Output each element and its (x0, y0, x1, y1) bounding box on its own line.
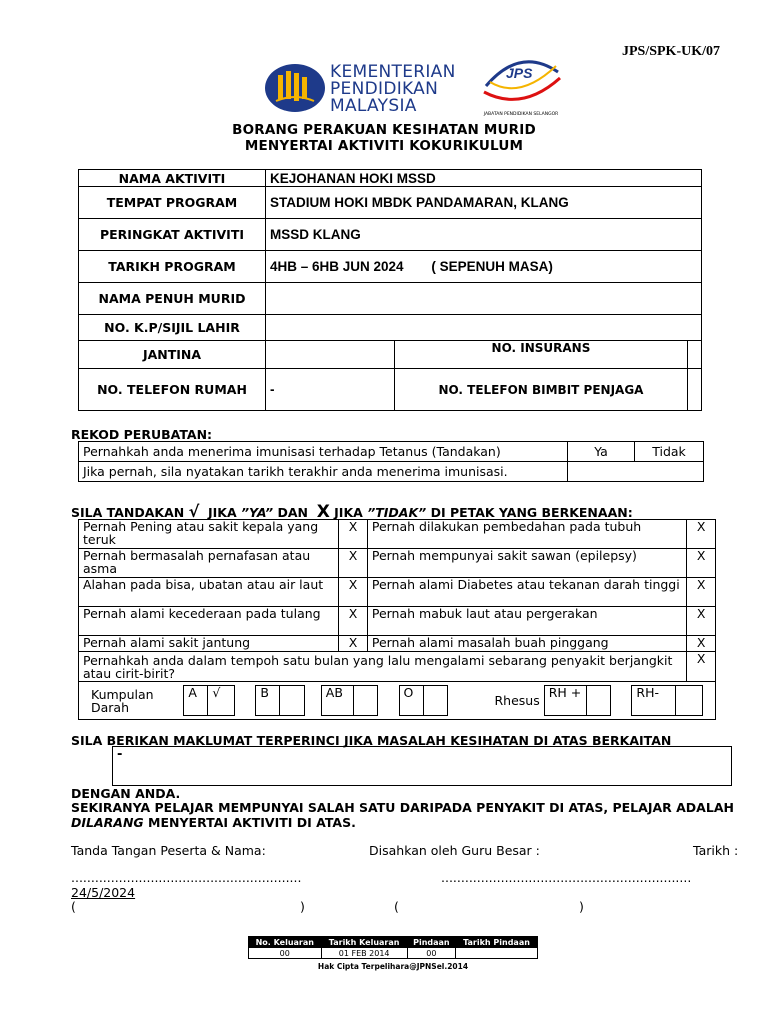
rev-head-tarikh-keluaran: Tarikh Keluaran (321, 937, 407, 948)
signature-date: 24/5/2024 (71, 885, 136, 900)
value-no-insurans[interactable] (687, 341, 701, 369)
blood-spacer (234, 686, 255, 716)
illness-right-text: Pernah alami masalah buah pinggang (367, 636, 687, 652)
label-nama-aktiviti: NAMA AKTIVITI (79, 170, 266, 187)
label-tarikh-program: TARIKH PROGRAM (79, 251, 266, 283)
diarrhea-mark[interactable]: X (687, 652, 716, 682)
signature-tarikh-label: Tarikh : (693, 843, 739, 858)
illness-right-text: Pernah mabuk laut atau pergerakan (367, 607, 687, 636)
value-no-kp[interactable] (266, 315, 702, 341)
warning-line1: SEKIRANYA PELAJAR MEMPUNYAI SALAH SATU DARIPADA PENYAKIT DI ATAS, PELAJAR ADALAH (71, 800, 734, 815)
rh-pos-label: RH + (544, 686, 586, 716)
kpm-crest-icon (264, 63, 326, 113)
blood-group-label: Kumpulan Darah (91, 686, 154, 715)
label-no-kp: NO. K.P/SIJIL LAHIR (79, 315, 266, 341)
kpm-line1: KEMENTERIAN (330, 62, 456, 82)
instr-a: SILA TANDAKAN (71, 505, 185, 520)
instr-tidak: ”TIDAK” (367, 505, 427, 520)
value-telefon-rumah[interactable]: - (266, 369, 395, 411)
immunisation-table (78, 441, 704, 482)
signature-peserta-label: Tanda Tangan Peserta & Nama: (71, 843, 266, 858)
instr-tick: √ (188, 502, 200, 521)
tarikh-program-dates: 4HB – 6HB JUN 2024 (270, 259, 404, 274)
label-telefon-bimbit: NO. TELEFON BIMBIT PENJAGA (395, 369, 688, 411)
blood-spacer (378, 686, 399, 716)
blood-o-box[interactable] (423, 686, 447, 716)
value-tarikh-program[interactable] (266, 251, 702, 283)
signature-peserta-line[interactable]: .......................................................... (71, 870, 302, 885)
guru-paren-open: ( (394, 899, 399, 914)
rh-neg-box[interactable] (675, 686, 702, 716)
illness-left-text: Alahan pada bisa, ubatan atau air laut (79, 578, 339, 607)
blood-spacer (448, 686, 491, 716)
illness-right-text: Pernah alami Diabetes atau tekanan darah tinggi (367, 578, 687, 607)
form-title-line2: MENYERTAI AKTIVITI KOKURIKULUM (244, 138, 524, 154)
kpm-line2: PENDIDIKAN (330, 79, 439, 99)
jps-mark: JPS (506, 65, 533, 81)
warning-dilarang: DILARANG (71, 815, 144, 830)
blood-o-label: O (399, 686, 423, 716)
rekod-heading: REKOD PERUBATAN: (71, 427, 213, 442)
instr-d: JIKA (334, 505, 363, 520)
document-code: JPS/SPK-UK/07 (621, 44, 720, 59)
tetanus-date-question: Jika pernah, sila nyatakan tarikh terakhir anda menerima imunisasi. (79, 462, 568, 482)
blood-ab-label: AB (321, 686, 353, 716)
label-nama-penuh: NAMA PENUH MURID (79, 283, 266, 315)
tetanus-date-field[interactable] (568, 462, 704, 482)
illness-left-mark[interactable]: X (339, 607, 368, 636)
instr-x: X (316, 502, 330, 522)
illness-row (79, 549, 716, 578)
label-no-insurans: NO. INSURANS (395, 341, 688, 369)
details-field[interactable]: - (112, 746, 732, 786)
rhesus-label: Rhesus (494, 693, 540, 708)
instr-ya: ”YA” (241, 505, 274, 520)
kpm-logo-text (330, 64, 456, 115)
peserta-paren-close: ) (300, 899, 305, 914)
instr-c: DAN (277, 505, 308, 520)
details-heading-cont: DENGAN ANDA. (71, 786, 181, 801)
form-title-line1: BORANG PERAKUAN KESIHATAN MURID (232, 122, 536, 138)
label-telefon-rumah: NO. TELEFON RUMAH (79, 369, 266, 411)
illness-row (79, 578, 716, 607)
details-heading: SILA BERIKAN MAKLUMAT TERPERINCI JIKA MASALAH KESIHATAN DI ATAS BERKAITAN (71, 733, 672, 748)
guru-paren-close: ) (579, 899, 584, 914)
blood-b-box[interactable] (280, 686, 304, 716)
info-table (78, 169, 702, 411)
blood-ab-box[interactable] (354, 686, 378, 716)
illness-right-mark[interactable]: X (687, 549, 716, 578)
illness-right-mark[interactable]: X (687, 636, 716, 652)
illness-row (79, 607, 716, 636)
illness-left-text: Pernah alami kecederaan pada tulang (79, 607, 339, 636)
revision-table (248, 936, 538, 959)
tetanus-tidak-option[interactable]: Tidak (635, 442, 704, 462)
rh-pos-box[interactable] (586, 686, 610, 716)
illness-left-mark[interactable]: X (339, 549, 368, 578)
blood-spacer (304, 686, 321, 716)
illness-row (79, 636, 716, 652)
jps-caption: JABATAN PENDIDIKAN SELANGOR (483, 112, 559, 117)
kpm-line3: MALAYSIA (330, 96, 417, 116)
rev-tarikh-keluaran: 01 FEB 2014 (321, 948, 407, 959)
copyright: Hak Cipta Terpelihara@JPNSel.2014 (317, 962, 469, 971)
warning-rest: MENYERTAI AKTIVITI DI ATAS. (148, 815, 356, 830)
value-nama-aktiviti[interactable]: KEJOHANAN HOKI MSSD (266, 170, 702, 187)
blood-group-table (83, 685, 703, 716)
tarikh-program-note: ( SEPENUH MASA) (431, 259, 553, 274)
illness-left-mark[interactable]: X (339, 636, 368, 652)
rev-pindaan: 00 (407, 948, 455, 959)
blood-a-label: A (184, 686, 208, 716)
rev-head-tarikh-pindaan: Tarikh Pindaan (456, 937, 538, 948)
tetanus-question: Pernahkah anda menerima imunisasi terhadap Tetanus (Tandakan) (79, 442, 568, 462)
illness-row (79, 520, 716, 549)
illness-right-text: Pernah mempunyai sakit sawan (epilepsy) (367, 549, 687, 578)
illness-left-mark[interactable]: X (339, 578, 368, 607)
illness-right-mark[interactable]: X (687, 607, 716, 636)
blood-a-box[interactable]: √ (208, 686, 235, 716)
illness-right-mark[interactable]: X (687, 520, 716, 549)
illness-left-text: Pernah Pening atau sakit kepala yang teruk (79, 520, 339, 549)
illness-right-mark[interactable]: X (687, 578, 716, 607)
label-tempat-program: TEMPAT PROGRAM (79, 187, 266, 219)
signature-guru-label: Disahkan oleh Guru Besar : (369, 843, 540, 858)
illness-left-text: Pernah bermasalah pernafasan atau asma (79, 549, 339, 578)
illness-right-text: Pernah dilakukan pembedahan pada tubuh (367, 520, 687, 549)
diarrhea-question: Pernahkah anda dalam tempoh satu bulan yang lalu mengalami sebarang penyakit berjangkit atau cirit-birit? (79, 652, 687, 682)
illness-left-mark[interactable]: X (339, 520, 368, 549)
label-peringkat-aktiviti: PERINGKAT AKTIVITI (79, 219, 266, 251)
rev-tarikh-pindaan (456, 948, 538, 959)
rev-head-keluaran: No. Keluaran (249, 937, 322, 948)
value-tempat-program[interactable]: STADIUM HOKI MBDK PANDAMARAN, KLANG (266, 187, 702, 219)
value-nama-penuh[interactable] (266, 283, 702, 315)
value-telefon-bimbit[interactable] (687, 369, 701, 411)
value-peringkat-aktiviti[interactable]: MSSD KLANG (266, 219, 702, 251)
rev-keluaran: 00 (249, 948, 322, 959)
signature-guru-line[interactable]: ............................................................... (441, 870, 692, 885)
illness-table (78, 519, 716, 720)
instr-b: JIKA (207, 505, 237, 520)
blood-spacer (611, 686, 632, 716)
warning-line2 (71, 815, 356, 830)
rev-head-pindaan: Pindaan (407, 937, 455, 948)
illness-left-text: Pernah alami sakit jantung (79, 636, 339, 652)
peserta-paren-open: ( (71, 899, 76, 914)
jps-logo-icon (480, 52, 562, 118)
label-jantina: JANTINA (79, 341, 266, 369)
blood-b-label: B (256, 686, 280, 716)
rh-neg-label: RH- (632, 686, 676, 716)
blood-group-row (79, 682, 716, 720)
instr-e: DI PETAK YANG BERKENAAN: (430, 505, 633, 520)
tetanus-ya-option[interactable]: Ya (568, 442, 635, 462)
value-jantina[interactable] (266, 341, 395, 369)
